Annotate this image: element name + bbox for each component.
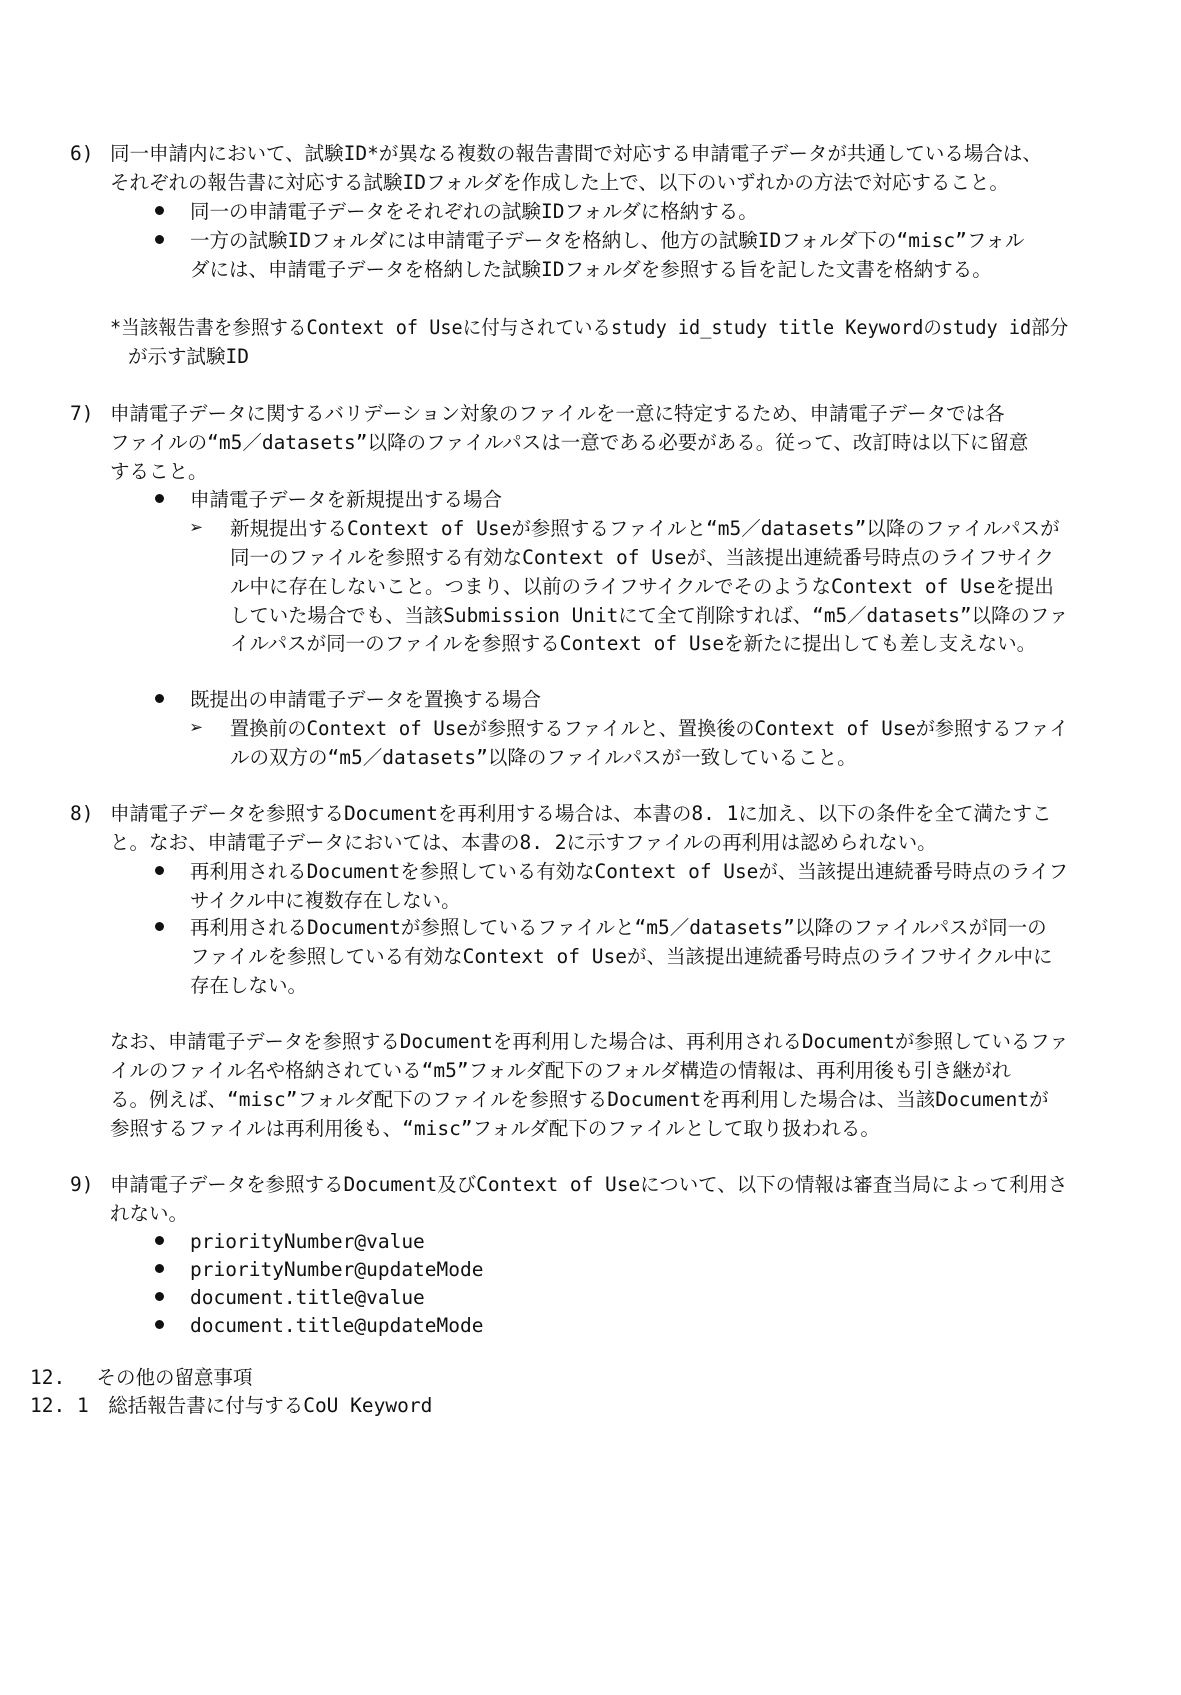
bullet-text: 申請電子データを新規提出する場合 [190, 488, 503, 511]
arrow-bullet-icon: ➢ [190, 516, 204, 541]
sub-bullet-text: 新規提出するContext of Useが参照するファイルと“m5／datasets”以降のファイルパスが [230, 517, 1060, 540]
item-number: 6) [70, 142, 94, 165]
subsection-heading: 12. 1 総括報告書に付与するCoU Keyword [30, 1394, 433, 1417]
bullet-text: 同一の申請電子データをそれぞれの試験IDフォルダに格納する。 [190, 200, 758, 223]
bullet-text: document.title@updateMode [190, 1314, 484, 1337]
bullet-dot [155, 1264, 164, 1273]
bullet-dot [155, 694, 164, 703]
sub-bullet-text: イルパスが同一のファイルを参照するContext of Useを新たに提出しても差し支えない。 [230, 632, 1037, 655]
footnote: *当該報告書を参照するContext of Useに付与されているstudy id_study title Keywordのstudy id部分 [110, 316, 1069, 339]
bullet-dot [155, 1292, 164, 1301]
bullet-text: 既提出の申請電子データを置換する場合 [190, 688, 542, 711]
paragraph-line: すること。 [110, 460, 208, 483]
paragraph-line: 同一申請内において、試験ID*が異なる複数の報告書間で対応する申請電子データが共通している場合は、 [110, 142, 1042, 165]
section-heading: 12. その他の留意事項 [30, 1366, 253, 1389]
paragraph-line: れない。 [110, 1202, 189, 1225]
bullet-dot [155, 235, 164, 244]
item-number: 8) [70, 802, 94, 825]
bullet-dot [155, 206, 164, 215]
sub-bullet-text: ル中に存在しないこと。つまり、以前のライフサイクルでそのようなContext of Useを提出 [230, 575, 1054, 598]
bullet-text: ダには、申請電子データを格納した試験IDフォルダを参照する旨を記した文書を格納する。 [190, 258, 992, 281]
bullet-dot [155, 1320, 164, 1329]
bullet-text: 再利用されるDocumentが参照しているファイルと“m5／datasets”以降のファイルパスが同一の [190, 916, 1047, 939]
paragraph-line: と。なお、申請電子データにおいては、本書の8. 2に示すファイルの再利用は認められない。 [110, 831, 937, 854]
bullet-dot [155, 922, 164, 931]
bullet-text: ファイルを参照している有効なContext of Useが、当該提出連続番号時点のライフサイクル中に [190, 945, 1053, 968]
bullet-text: 再利用されるDocumentを参照している有効なContext of Useが、当該提出連続番号時点のライフ [190, 860, 1069, 883]
paragraph-line: それぞれの報告書に対応する試験IDフォルダを作成した上で、以下のいずれかの方法で対応すること。 [110, 171, 1009, 194]
paragraph-line: 申請電子データを参照するDocumentを再利用する場合は、本書の8. 1に加え、以下の条件を全て満たすこ [110, 802, 1052, 825]
sub-bullet-text: 同一のファイルを参照する有効なContext of Useが、当該提出連続番号時点のライフサイク [230, 546, 1055, 569]
item-number: 9) [70, 1173, 94, 1196]
bullet-text: document.title@value [190, 1286, 425, 1309]
paragraph-line: る。例えば、“misc”フォルダ配下のファイルを参照するDocumentを再利用した場合は、当該Documentが [110, 1088, 1049, 1111]
paragraph-line: なお、申請電子データを参照するDocumentを再利用した場合は、再利用されるDocumentが参照しているファ [110, 1030, 1069, 1053]
sub-bullet-text: していた場合でも、当該Submission Unitにて全て削除すれば、“m5／datasets”以降のファ [230, 604, 1069, 627]
paragraph-line: 参照するファイルは再利用後も、“misc”フォルダ配下のファイルとして取り扱われる。 [110, 1117, 880, 1140]
bullet-text: priorityNumber@value [190, 1230, 425, 1253]
bullet-dot [155, 1236, 164, 1245]
bullet-dot [155, 494, 164, 503]
bullet-text: priorityNumber@updateMode [190, 1258, 484, 1281]
bullet-text: サイクル中に複数存在しない。 [190, 889, 461, 912]
sub-bullet-text: 置換前のContext of Useが参照するファイルと、置換後のContext of Useが参照するファイ [230, 717, 1069, 740]
paragraph-line: イルのファイル名や格納されている“m5”フォルダ配下のフォルダ構造の情報は、再利用後も引き継がれ [110, 1059, 1012, 1082]
paragraph-line: 申請電子データに関するバリデーション対象のファイルを一意に特定するため、申請電子データでは各 [110, 402, 1005, 425]
paragraph-line: ファイルの“m5／datasets”以降のファイルパスは一意である必要がある。従って、改訂時は以下に留意 [110, 431, 1029, 454]
bullet-dot [155, 866, 164, 875]
arrow-bullet-icon: ➢ [190, 716, 204, 741]
footnote: が示す試験ID [128, 345, 249, 368]
bullet-text: 存在しない。 [190, 974, 308, 997]
item-number: 7) [70, 402, 94, 425]
sub-bullet-text: ルの双方の“m5／datasets”以降のファイルパスが一致していること。 [230, 746, 857, 769]
paragraph-line: 申請電子データを参照するDocument及びContext of Useについて、以下の情報は審査当局によって利用さ [110, 1173, 1068, 1196]
bullet-text: 一方の試験IDフォルダには申請電子データを格納し、他方の試験IDフォルダ下の“misc”フォル [190, 229, 1025, 252]
